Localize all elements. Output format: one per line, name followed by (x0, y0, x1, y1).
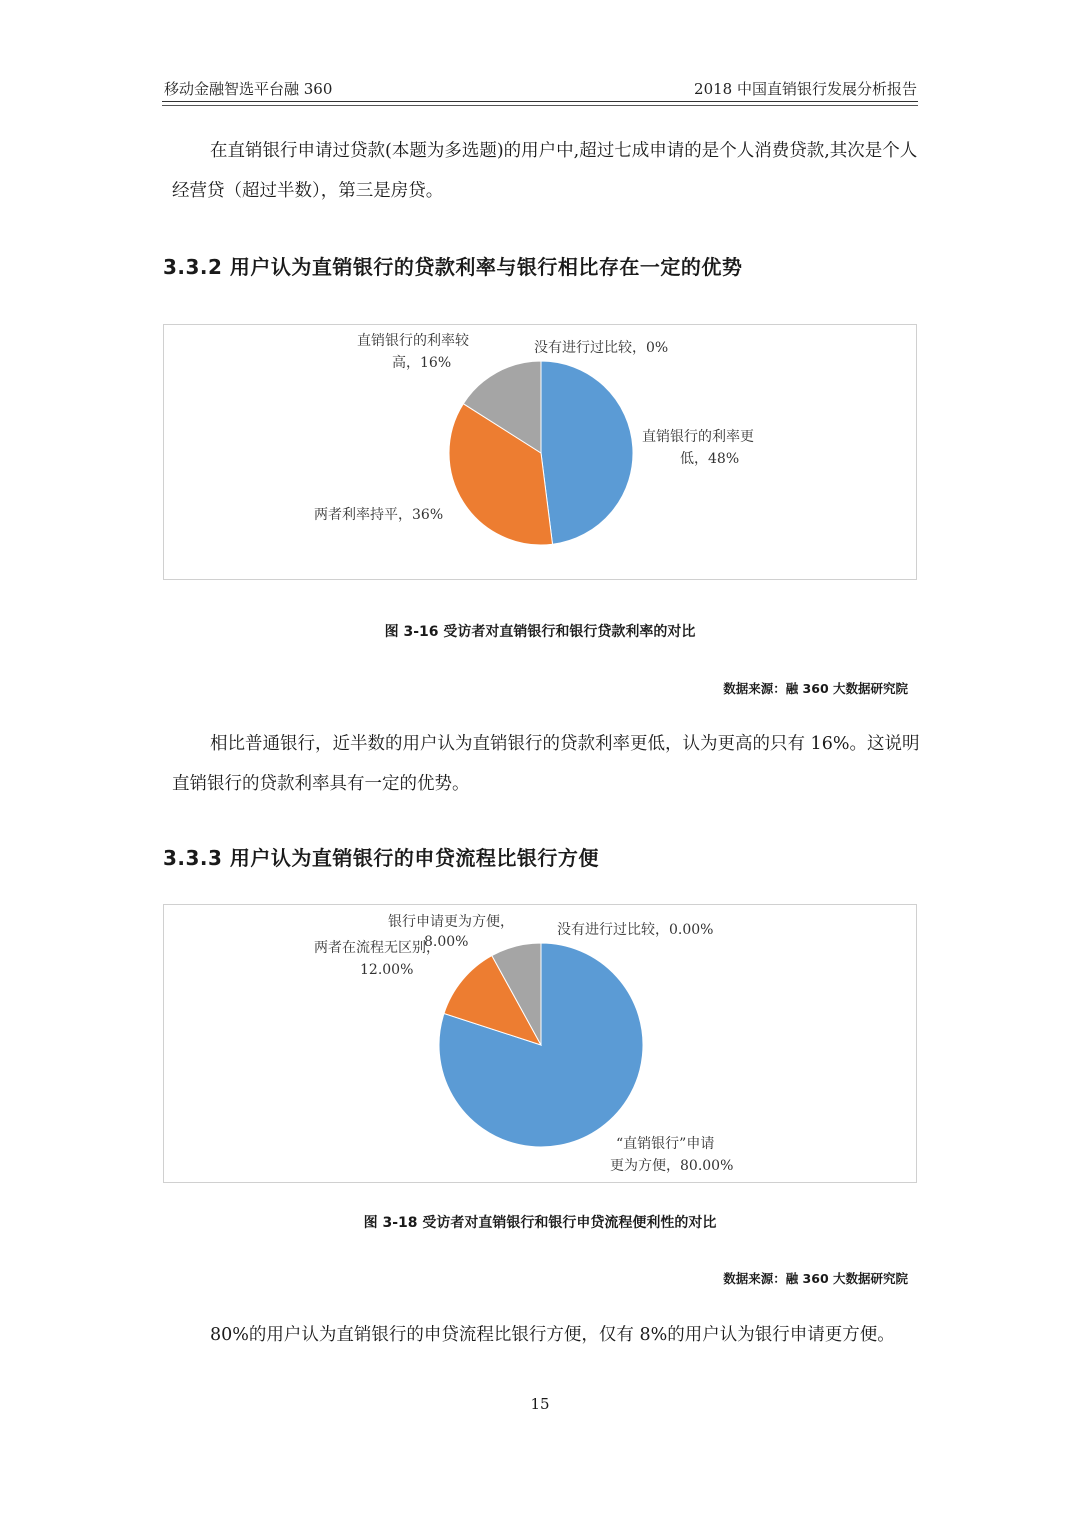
pie-chart-process-convenience (163, 904, 917, 1183)
paragraph-text: 相比普通银行，近半数的用户认为直销银行的贷款利率更低，认为更高的只有 16%。这说明直销银行的贷款利率具有一定的优势。 (172, 734, 920, 794)
figure-caption-3-18: 图 3-18 受访者对直销银行和银行申贷流程便利性的对比 (363, 1215, 717, 1231)
label-not-compared: 没有进行过比较，0% (534, 340, 669, 356)
label-bank-easier-line2: 8.00% (424, 934, 469, 950)
label-bank-easier-line1: 银行申请更为方便， (388, 914, 514, 930)
pie-chart-interest-rate (163, 324, 917, 580)
pie-chart-1-svg (164, 325, 916, 579)
label-rate-higher-line1: 直销银行的利率较 (357, 333, 469, 349)
paragraph-process-summary (172, 1315, 920, 1355)
label-direct-easier-line1: “直销银行”申请 (616, 1136, 715, 1152)
data-source-1: 数据来源：融 360 大数据研究院 (723, 681, 908, 696)
header-right: 2018 中国直销银行发展分析报告 (694, 80, 917, 98)
header-left: 移动金融智选平台融 360 (164, 80, 333, 98)
label-rate-higher-line2: 高，16% (392, 355, 452, 371)
section-heading-3-3-2: 3.3.2 用户认为直销银行的贷款利率与银行相比存在一定的优势 (163, 255, 743, 279)
paragraph-loan-types (172, 131, 920, 211)
section-heading-3-3-3: 3.3.3 用户认为直销银行的申贷流程比银行方便 (163, 846, 599, 870)
label-no-difference-line2: 12.00% (360, 962, 414, 978)
paragraph-text: 在直销银行申请过贷款(本题为多选题)的用户中,超过七成申请的是个人消费贷款,其次是个人经营贷（超过半数），第三是房贷。 (172, 141, 918, 201)
pie-slice-0 (541, 361, 633, 544)
paragraph-text: 80%的用户认为直销银行的申贷流程比银行方便，仅有 8%的用户认为银行申请更方便。 (210, 1325, 895, 1345)
label-rate-lower-line1: 直销银行的利率更 (642, 429, 754, 445)
label-rate-lower-line2: 低，48% (680, 451, 740, 467)
label-no-difference-line1: 两者在流程无区别， (314, 940, 440, 956)
label-direct-easier-line2: 更为方便，80.00% (610, 1158, 734, 1174)
figure-caption-3-16: 图 3-16 受访者对直销银行和银行贷款利率的对比 (384, 624, 696, 640)
data-source-2: 数据来源：融 360 大数据研究院 (723, 1271, 908, 1286)
paragraph-rate-summary (172, 724, 920, 804)
pie-chart-2-svg (164, 905, 916, 1182)
label-not-compared: 没有进行过比较，0.00% (557, 922, 714, 938)
header-rule (162, 101, 918, 102)
header-rule-thin (162, 105, 918, 106)
label-rate-equal: 两者利率持平，36% (314, 507, 444, 523)
page-number: 15 (530, 1395, 550, 1413)
